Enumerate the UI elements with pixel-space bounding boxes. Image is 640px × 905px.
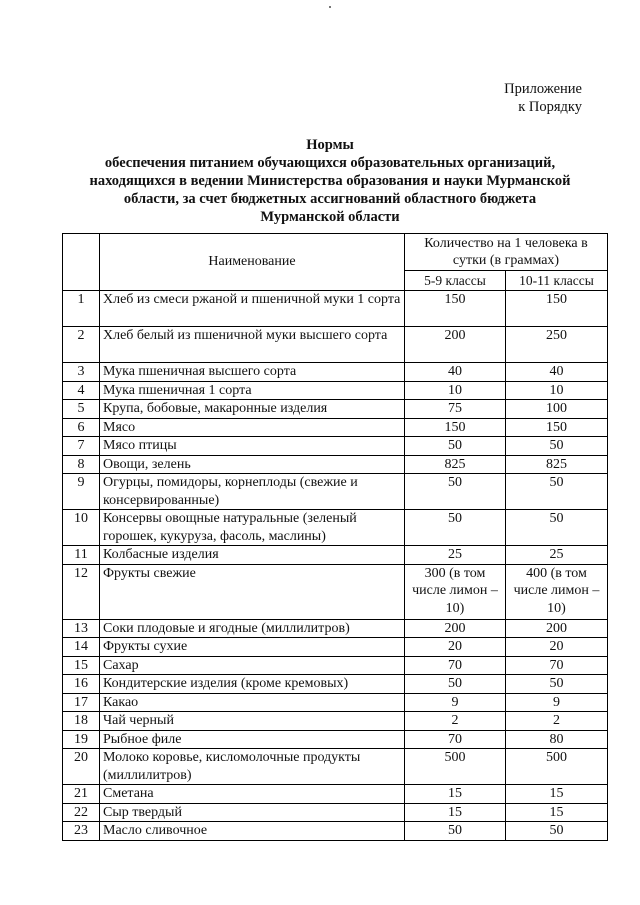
table-row bbox=[63, 510, 608, 546]
row-value-10-11: 20 bbox=[506, 638, 608, 657]
row-name: Рыбное филе bbox=[100, 730, 405, 749]
row-name: Крупа, бобовые, макаронные изделия bbox=[100, 400, 405, 419]
title-line-1: Нормы bbox=[306, 137, 354, 153]
scan-speck bbox=[329, 6, 331, 8]
row-value-10-11: 825 bbox=[506, 455, 608, 474]
title-line-2: обеспечения питанием обучающихся образовательных организаций, bbox=[104, 155, 556, 171]
row-value-10-11: 15 bbox=[506, 785, 608, 804]
table-row bbox=[63, 546, 608, 565]
table-row bbox=[63, 730, 608, 749]
row-value-10-11: 500 bbox=[506, 749, 608, 785]
appendix-note bbox=[422, 80, 582, 116]
row-number: 4 bbox=[63, 381, 100, 400]
row-value-5-9: 10 bbox=[405, 381, 506, 400]
row-number: 17 bbox=[63, 693, 100, 712]
table-row bbox=[63, 437, 608, 456]
row-value-5-9: 9 bbox=[405, 693, 506, 712]
table-row bbox=[63, 291, 608, 327]
table-row bbox=[63, 785, 608, 804]
table-row bbox=[63, 803, 608, 822]
row-value-5-9: 50 bbox=[405, 474, 506, 510]
row-number: 11 bbox=[63, 546, 100, 565]
row-number: 1 bbox=[63, 291, 100, 327]
appendix-line-2: к Порядку bbox=[518, 99, 582, 115]
row-value-5-9: 70 bbox=[405, 656, 506, 675]
row-value-5-9: 200 bbox=[405, 619, 506, 638]
row-name: Мясо bbox=[100, 418, 405, 437]
row-value-5-9: 40 bbox=[405, 363, 506, 382]
row-name: Колбасные изделия bbox=[100, 546, 405, 565]
row-number: 9 bbox=[63, 474, 100, 510]
row-value-10-11: 9 bbox=[506, 693, 608, 712]
row-value-5-9: 200 bbox=[405, 327, 506, 363]
table-row bbox=[63, 400, 608, 419]
row-value-5-9: 2 bbox=[405, 712, 506, 731]
row-number: 22 bbox=[63, 803, 100, 822]
appendix-line-1: Приложение bbox=[504, 81, 582, 97]
row-name: Чай черный bbox=[100, 712, 405, 731]
row-name: Соки плодовые и ягодные (миллилитров) bbox=[100, 619, 405, 638]
row-number: 15 bbox=[63, 656, 100, 675]
row-value-10-11: 15 bbox=[506, 803, 608, 822]
table-row bbox=[63, 381, 608, 400]
row-value-5-9: 825 bbox=[405, 455, 506, 474]
header-number-cell bbox=[63, 234, 100, 291]
row-value-10-11: 250 bbox=[506, 327, 608, 363]
table-row bbox=[63, 418, 608, 437]
row-name: Хлеб белый из пшеничной муки высшего сорта bbox=[100, 327, 405, 363]
row-name: Фрукты сухие bbox=[100, 638, 405, 657]
row-name: Хлеб из смеси ржаной и пшеничной муки 1 сорта bbox=[100, 291, 405, 327]
row-value-5-9: 50 bbox=[405, 510, 506, 546]
row-value-10-11: 70 bbox=[506, 656, 608, 675]
row-value-10-11: 50 bbox=[506, 474, 608, 510]
row-value-5-9: 50 bbox=[405, 675, 506, 694]
table-row bbox=[63, 363, 608, 382]
row-value-10-11: 50 bbox=[506, 822, 608, 841]
row-name: Сметана bbox=[100, 785, 405, 804]
row-name: Кондитерские изделия (кроме кремовых) bbox=[100, 675, 405, 694]
row-value-5-9: 15 bbox=[405, 785, 506, 804]
table-row bbox=[63, 474, 608, 510]
table-row bbox=[63, 455, 608, 474]
table-row bbox=[63, 712, 608, 731]
row-number: 18 bbox=[63, 712, 100, 731]
row-value-10-11: 50 bbox=[506, 437, 608, 456]
row-number: 21 bbox=[63, 785, 100, 804]
row-number: 12 bbox=[63, 564, 100, 619]
document-title bbox=[50, 136, 610, 226]
row-value-10-11: 50 bbox=[506, 510, 608, 546]
row-number: 19 bbox=[63, 730, 100, 749]
row-number: 23 bbox=[63, 822, 100, 841]
table-row bbox=[63, 564, 608, 619]
row-value-5-9: 50 bbox=[405, 822, 506, 841]
row-value-5-9: 50 bbox=[405, 437, 506, 456]
row-number: 5 bbox=[63, 400, 100, 419]
header-name-cell: Наименование bbox=[100, 234, 405, 291]
row-number: 10 bbox=[63, 510, 100, 546]
header-grade-5-9: 5-9 классы bbox=[405, 271, 506, 291]
row-value-5-9: 500 bbox=[405, 749, 506, 785]
row-value-10-11: 25 bbox=[506, 546, 608, 565]
row-value-10-11: 100 bbox=[506, 400, 608, 419]
table-row bbox=[63, 619, 608, 638]
row-number: 16 bbox=[63, 675, 100, 694]
row-value-10-11: 40 bbox=[506, 363, 608, 382]
row-name: Молоко коровье, кисломолочные продукты (миллилитров) bbox=[100, 749, 405, 785]
row-name: Овощи, зелень bbox=[100, 455, 405, 474]
row-name: Мука пшеничная высшего сорта bbox=[100, 363, 405, 382]
row-value-10-11: 150 bbox=[506, 418, 608, 437]
row-name: Консервы овощные натуральные (зеленый горошек, кукуруза, фасоль, маслины) bbox=[100, 510, 405, 546]
row-number: 8 bbox=[63, 455, 100, 474]
table-row bbox=[63, 749, 608, 785]
norms-table bbox=[62, 233, 608, 841]
row-name: Фрукты свежие bbox=[100, 564, 405, 619]
row-value-10-11: 200 bbox=[506, 619, 608, 638]
row-name: Мука пшеничная 1 сорта bbox=[100, 381, 405, 400]
header-quantity-cell: Количество на 1 человека в сутки (в граммах) bbox=[405, 234, 608, 271]
norms-table-body bbox=[63, 291, 608, 841]
table-row bbox=[63, 693, 608, 712]
row-value-10-11: 50 bbox=[506, 675, 608, 694]
row-name: Масло сливочное bbox=[100, 822, 405, 841]
row-value-5-9: 20 bbox=[405, 638, 506, 657]
row-number: 13 bbox=[63, 619, 100, 638]
row-value-10-11: 2 bbox=[506, 712, 608, 731]
row-number: 2 bbox=[63, 327, 100, 363]
row-name: Сахар bbox=[100, 656, 405, 675]
row-name: Какао bbox=[100, 693, 405, 712]
row-number: 7 bbox=[63, 437, 100, 456]
table-row bbox=[63, 656, 608, 675]
row-number: 20 bbox=[63, 749, 100, 785]
row-value-10-11: 400 (в том числе лимон – 10) bbox=[506, 564, 608, 619]
row-name: Огурцы, помидоры, корнеплоды (свежие и консервированные) bbox=[100, 474, 405, 510]
row-value-5-9: 25 bbox=[405, 546, 506, 565]
row-number: 3 bbox=[63, 363, 100, 382]
row-number: 14 bbox=[63, 638, 100, 657]
title-line-4: области, за счет бюджетных ассигнований областного бюджета bbox=[123, 191, 537, 207]
table-row bbox=[63, 327, 608, 363]
row-value-10-11: 10 bbox=[506, 381, 608, 400]
row-name: Сыр твердый bbox=[100, 803, 405, 822]
row-value-10-11: 150 bbox=[506, 291, 608, 327]
row-value-5-9: 150 bbox=[405, 418, 506, 437]
table-row bbox=[63, 675, 608, 694]
row-name: Мясо птицы bbox=[100, 437, 405, 456]
row-value-5-9: 75 bbox=[405, 400, 506, 419]
row-value-10-11: 80 bbox=[506, 730, 608, 749]
row-value-5-9: 150 bbox=[405, 291, 506, 327]
table-row bbox=[63, 822, 608, 841]
header-grade-10-11: 10-11 классы bbox=[506, 271, 608, 291]
row-value-5-9: 70 bbox=[405, 730, 506, 749]
row-value-5-9: 15 bbox=[405, 803, 506, 822]
row-value-5-9: 300 (в том числе лимон – 10) bbox=[405, 564, 506, 619]
title-line-3: находящихся в ведении Министерства образования и науки Мурманской bbox=[89, 173, 571, 189]
table-row bbox=[63, 638, 608, 657]
title-line-5: Мурманской области bbox=[260, 209, 400, 225]
row-number: 6 bbox=[63, 418, 100, 437]
